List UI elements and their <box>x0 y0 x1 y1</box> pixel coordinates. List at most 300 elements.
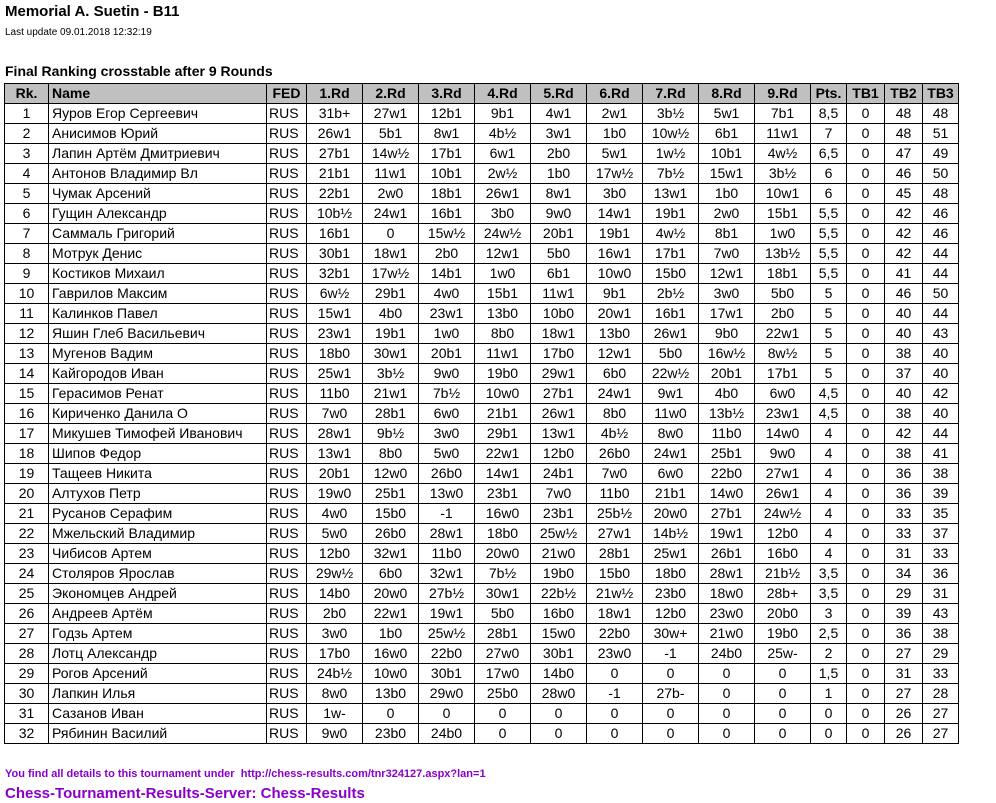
score-cell: 4 <box>811 544 847 564</box>
header-cell: 2.Rd <box>363 84 419 104</box>
round-result-cell: 29b1 <box>475 424 531 444</box>
round-result-cell: 0 <box>363 704 419 724</box>
round-result-cell: 17b1 <box>419 144 475 164</box>
round-result-cell: 11w1 <box>531 284 587 304</box>
round-result-cell: 8b0 <box>475 324 531 344</box>
score-cell: 0 <box>847 204 885 224</box>
rank-cell: 13 <box>5 344 49 364</box>
player-name-cell: Кайгородов Иван <box>49 364 267 384</box>
round-result-cell: 25w- <box>755 644 811 664</box>
round-result-cell: 23b1 <box>475 484 531 504</box>
score-cell: 44 <box>923 424 959 444</box>
round-result-cell: 0 <box>699 664 755 684</box>
header-cell: TB2 <box>885 84 923 104</box>
score-cell: 36 <box>885 464 923 484</box>
score-cell: 43 <box>923 604 959 624</box>
federation-cell: RUS <box>267 204 307 224</box>
round-result-cell: 23w1 <box>419 304 475 324</box>
score-cell: 43 <box>923 324 959 344</box>
round-result-cell: 21b1 <box>307 164 363 184</box>
table-row <box>5 104 959 124</box>
round-result-cell: 7b1 <box>755 104 811 124</box>
rank-cell: 11 <box>5 304 49 324</box>
round-result-cell: 30w+ <box>643 624 699 644</box>
federation-cell: RUS <box>267 564 307 584</box>
score-cell: 40 <box>923 404 959 424</box>
round-result-cell: 22b0 <box>699 464 755 484</box>
round-result-cell: 28b+ <box>755 584 811 604</box>
table-row <box>5 564 959 584</box>
rank-cell: 18 <box>5 444 49 464</box>
table-row <box>5 364 959 384</box>
federation-cell: RUS <box>267 304 307 324</box>
score-cell: 39 <box>923 484 959 504</box>
rank-cell: 22 <box>5 524 49 544</box>
score-cell: 44 <box>923 304 959 324</box>
table-row <box>5 524 959 544</box>
round-result-cell: 25b1 <box>699 444 755 464</box>
round-result-cell: 13b½ <box>699 404 755 424</box>
round-result-cell: 15b0 <box>363 504 419 524</box>
rank-cell: 26 <box>5 604 49 624</box>
federation-cell: RUS <box>267 604 307 624</box>
player-name-cell: Мжельский Владимир <box>49 524 267 544</box>
federation-cell: RUS <box>267 164 307 184</box>
round-result-cell: 2b0 <box>531 144 587 164</box>
player-name-cell: Годзь Артем <box>49 624 267 644</box>
round-result-cell: 28b1 <box>475 624 531 644</box>
round-result-cell: 0 <box>755 684 811 704</box>
score-cell: 5,5 <box>811 264 847 284</box>
round-result-cell: 24b1 <box>531 464 587 484</box>
round-result-cell: 20b0 <box>755 604 811 624</box>
round-result-cell: 20w0 <box>643 504 699 524</box>
round-result-cell: 0 <box>475 704 531 724</box>
federation-cell: RUS <box>267 344 307 364</box>
rank-cell: 6 <box>5 204 49 224</box>
round-result-cell: 5b0 <box>531 244 587 264</box>
score-cell: 5 <box>811 324 847 344</box>
score-cell: 26 <box>885 724 923 744</box>
round-result-cell: 10w0 <box>587 264 643 284</box>
header-cell: 7.Rd <box>643 84 699 104</box>
player-name-cell: Чибисов Артем <box>49 544 267 564</box>
score-cell: 0 <box>847 104 885 124</box>
round-result-cell: 9w0 <box>755 444 811 464</box>
table-row <box>5 144 959 164</box>
round-result-cell: 15b1 <box>475 284 531 304</box>
round-result-cell: 22w1 <box>755 324 811 344</box>
player-name-cell: Экономцев Андрей <box>49 584 267 604</box>
round-result-cell: 6b1 <box>699 124 755 144</box>
round-result-cell: 22w1 <box>363 604 419 624</box>
round-result-cell: 13w1 <box>531 424 587 444</box>
round-result-cell: 28b1 <box>587 544 643 564</box>
round-result-cell: 18b1 <box>755 264 811 284</box>
score-cell: 36 <box>885 484 923 504</box>
score-cell: 0 <box>847 144 885 164</box>
round-result-cell: 18w1 <box>531 324 587 344</box>
rank-cell: 17 <box>5 424 49 444</box>
round-result-cell: 3w0 <box>699 284 755 304</box>
score-cell: 0 <box>847 304 885 324</box>
score-cell: 37 <box>923 524 959 544</box>
score-cell: 42 <box>923 384 959 404</box>
table-row <box>5 244 959 264</box>
round-result-cell: 27b1 <box>699 504 755 524</box>
table-row <box>5 384 959 404</box>
round-result-cell: 16w½ <box>699 344 755 364</box>
round-result-cell: 1w0 <box>419 324 475 344</box>
federation-cell: RUS <box>267 504 307 524</box>
round-result-cell: 0 <box>755 724 811 744</box>
round-result-cell: 25w½ <box>419 624 475 644</box>
score-cell: 5 <box>811 284 847 304</box>
round-result-cell: 30w1 <box>475 584 531 604</box>
round-result-cell: 9w0 <box>531 204 587 224</box>
rank-cell: 12 <box>5 324 49 344</box>
round-result-cell: 17b0 <box>307 644 363 664</box>
round-result-cell: 25b0 <box>475 684 531 704</box>
score-cell: 38 <box>885 344 923 364</box>
score-cell: 5,5 <box>811 224 847 244</box>
round-result-cell: 1w0 <box>475 264 531 284</box>
score-cell: 0 <box>847 704 885 724</box>
round-result-cell: 7b½ <box>419 384 475 404</box>
score-cell: 0 <box>811 704 847 724</box>
score-cell: 8,5 <box>811 104 847 124</box>
round-result-cell: 15w1 <box>699 164 755 184</box>
brand-link[interactable]: Chess-Tournament-Results-Server: Chess-Results <box>5 785 365 802</box>
round-result-cell: 19w1 <box>699 524 755 544</box>
round-result-cell: 27b- <box>643 684 699 704</box>
round-result-cell: 0 <box>363 224 419 244</box>
round-result-cell: 2b0 <box>755 304 811 324</box>
round-result-cell: 18w1 <box>363 244 419 264</box>
rank-cell: 9 <box>5 264 49 284</box>
round-result-cell: 21b1 <box>643 484 699 504</box>
score-cell: 33 <box>923 544 959 564</box>
round-result-cell: 17b0 <box>531 344 587 364</box>
round-result-cell: 13b0 <box>363 684 419 704</box>
round-result-cell: 6b0 <box>587 364 643 384</box>
federation-cell: RUS <box>267 364 307 384</box>
round-result-cell: 3w1 <box>531 124 587 144</box>
score-cell: 5 <box>811 364 847 384</box>
rank-cell: 28 <box>5 644 49 664</box>
round-result-cell: 8b0 <box>587 404 643 424</box>
table-row <box>5 184 959 204</box>
score-cell: 0 <box>847 444 885 464</box>
table-row <box>5 544 959 564</box>
score-cell: 48 <box>885 124 923 144</box>
round-result-cell: 19w1 <box>419 604 475 624</box>
round-result-cell: 20w1 <box>587 304 643 324</box>
rank-cell: 19 <box>5 464 49 484</box>
score-cell: 31 <box>885 544 923 564</box>
round-result-cell: 27w1 <box>587 524 643 544</box>
round-result-cell: 5b0 <box>475 604 531 624</box>
round-result-cell: 14w1 <box>587 204 643 224</box>
round-result-cell: 26w1 <box>643 324 699 344</box>
score-cell: 0 <box>847 404 885 424</box>
round-result-cell: 25w½ <box>531 524 587 544</box>
round-result-cell: 16w0 <box>475 504 531 524</box>
score-cell: 28 <box>923 684 959 704</box>
federation-cell: RUS <box>267 384 307 404</box>
round-result-cell: 5w1 <box>699 104 755 124</box>
round-result-cell: 23w1 <box>307 324 363 344</box>
round-result-cell: 2w½ <box>475 164 531 184</box>
round-result-cell: 18b0 <box>643 564 699 584</box>
round-result-cell: 27b1 <box>531 384 587 404</box>
round-result-cell: 10w1 <box>755 184 811 204</box>
round-result-cell: 4w0 <box>419 284 475 304</box>
round-result-cell: 16b0 <box>755 544 811 564</box>
score-cell: 0 <box>847 224 885 244</box>
score-cell: 41 <box>885 264 923 284</box>
score-cell: 34 <box>885 564 923 584</box>
round-result-cell: 0 <box>643 724 699 744</box>
round-result-cell: 7w0 <box>307 404 363 424</box>
round-result-cell: 30b1 <box>419 664 475 684</box>
player-name-cell: Калинков Павел <box>49 304 267 324</box>
round-result-cell: 26b1 <box>699 544 755 564</box>
round-result-cell: 3b0 <box>475 204 531 224</box>
round-result-cell: 27w1 <box>755 464 811 484</box>
round-result-cell: 8w½ <box>755 344 811 364</box>
header-cell: 3.Rd <box>419 84 475 104</box>
player-name-cell: Антонов Владимир Вл <box>49 164 267 184</box>
federation-cell: RUS <box>267 124 307 144</box>
score-cell: 33 <box>923 664 959 684</box>
round-result-cell: 22b0 <box>419 644 475 664</box>
player-name-cell: Костиков Михаил <box>49 264 267 284</box>
round-result-cell: 20w0 <box>475 544 531 564</box>
round-result-cell: 17w½ <box>363 264 419 284</box>
player-name-cell: Гаврилов Максим <box>49 284 267 304</box>
round-result-cell: 12b0 <box>307 544 363 564</box>
table-row <box>5 664 959 684</box>
player-name-cell: Герасимов Ренат <box>49 384 267 404</box>
rank-cell: 27 <box>5 624 49 644</box>
score-cell: 0 <box>847 484 885 504</box>
round-result-cell: 27w1 <box>363 104 419 124</box>
round-result-cell: 14b½ <box>643 524 699 544</box>
round-result-cell: 26w1 <box>475 184 531 204</box>
round-result-cell: 20w0 <box>363 584 419 604</box>
round-result-cell: 0 <box>699 704 755 724</box>
score-cell: 36 <box>885 624 923 644</box>
header-cell: Pts. <box>811 84 847 104</box>
score-cell: 0 <box>847 324 885 344</box>
round-result-cell: 4b½ <box>587 424 643 444</box>
rank-cell: 25 <box>5 584 49 604</box>
tournament-link[interactable]: http://chess-results.com/tnr324127.aspx?lan=1 <box>240 768 486 780</box>
footer-text: You find all details to this tournament under <box>5 768 235 780</box>
score-cell: 4 <box>811 424 847 444</box>
table-row <box>5 164 959 184</box>
round-result-cell: 19b1 <box>587 224 643 244</box>
round-result-cell: 16w1 <box>587 244 643 264</box>
round-result-cell: 19w0 <box>307 484 363 504</box>
score-cell: 44 <box>923 264 959 284</box>
round-result-cell: 4w1 <box>531 104 587 124</box>
round-result-cell: 26b0 <box>587 444 643 464</box>
score-cell: 0 <box>847 184 885 204</box>
federation-cell: RUS <box>267 224 307 244</box>
round-result-cell: 0 <box>643 664 699 684</box>
round-result-cell: 6w0 <box>419 404 475 424</box>
round-result-cell: 9w1 <box>643 384 699 404</box>
rank-cell: 4 <box>5 164 49 184</box>
round-result-cell: 9w0 <box>419 364 475 384</box>
round-result-cell: 17w1 <box>699 304 755 324</box>
score-cell: 4,5 <box>811 404 847 424</box>
round-result-cell: 30b1 <box>307 244 363 264</box>
score-cell: 5,5 <box>811 244 847 264</box>
score-cell: 0 <box>847 164 885 184</box>
round-result-cell: 0 <box>531 724 587 744</box>
round-result-cell: 29w1 <box>531 364 587 384</box>
player-name-cell: Рябинин Василий <box>49 724 267 744</box>
round-result-cell: 24w½ <box>475 224 531 244</box>
round-result-cell: 2b½ <box>643 284 699 304</box>
federation-cell: RUS <box>267 524 307 544</box>
round-result-cell: 13w0 <box>419 484 475 504</box>
round-result-cell: 4w½ <box>643 224 699 244</box>
tournament-title: Memorial A. Suetin - B11 <box>5 3 180 20</box>
player-name-cell: Сазанов Иван <box>49 704 267 724</box>
table-body <box>5 104 959 744</box>
score-cell: 3 <box>811 604 847 624</box>
round-result-cell: 7w0 <box>587 464 643 484</box>
score-cell: 5 <box>811 344 847 364</box>
round-result-cell: 20b1 <box>699 364 755 384</box>
round-result-cell: 26b0 <box>419 464 475 484</box>
score-cell: 2,5 <box>811 624 847 644</box>
round-result-cell: 24w1 <box>587 384 643 404</box>
table-row <box>5 284 959 304</box>
round-result-cell: 26w1 <box>755 484 811 504</box>
player-name-cell: Чумак Арсений <box>49 184 267 204</box>
round-result-cell: 4b½ <box>475 124 531 144</box>
round-result-cell: 12b0 <box>755 524 811 544</box>
round-result-cell: 0 <box>699 684 755 704</box>
round-result-cell: 23w0 <box>587 644 643 664</box>
round-result-cell: 27w0 <box>475 644 531 664</box>
round-result-cell: 10w½ <box>643 124 699 144</box>
score-cell: 0 <box>847 364 885 384</box>
round-result-cell: 14b1 <box>419 264 475 284</box>
score-cell: 38 <box>885 404 923 424</box>
player-name-cell: Кириченко Данила О <box>49 404 267 424</box>
round-result-cell: 7b½ <box>643 164 699 184</box>
round-result-cell: 22b1 <box>307 184 363 204</box>
round-result-cell: -1 <box>419 504 475 524</box>
round-result-cell: 0 <box>755 704 811 724</box>
round-result-cell: 28w1 <box>699 564 755 584</box>
round-result-cell: 12w1 <box>699 264 755 284</box>
round-result-cell: 24b½ <box>307 664 363 684</box>
score-cell: 0 <box>847 624 885 644</box>
round-result-cell: 12w0 <box>363 464 419 484</box>
round-result-cell: 13b0 <box>475 304 531 324</box>
rank-cell: 1 <box>5 104 49 124</box>
score-cell: 40 <box>923 364 959 384</box>
round-result-cell: 19b0 <box>475 364 531 384</box>
federation-cell: RUS <box>267 684 307 704</box>
round-result-cell: 20b1 <box>419 344 475 364</box>
round-result-cell: 2w0 <box>363 184 419 204</box>
round-result-cell: 11b0 <box>699 424 755 444</box>
round-result-cell: 8b0 <box>363 444 419 464</box>
round-result-cell: 9b½ <box>363 424 419 444</box>
round-result-cell: 1w½ <box>643 144 699 164</box>
score-cell: 29 <box>885 584 923 604</box>
header-cell: 8.Rd <box>699 84 755 104</box>
table-row <box>5 344 959 364</box>
table-row <box>5 584 959 604</box>
score-cell: 2 <box>811 644 847 664</box>
round-result-cell: 29w0 <box>419 684 475 704</box>
round-result-cell: 10w0 <box>475 384 531 404</box>
round-result-cell: 3b½ <box>755 164 811 184</box>
round-result-cell: 16b1 <box>307 224 363 244</box>
rank-cell: 14 <box>5 364 49 384</box>
table-row <box>5 624 959 644</box>
player-name-cell: Мугенов Вадим <box>49 344 267 364</box>
score-cell: 29 <box>923 644 959 664</box>
rank-cell: 10 <box>5 284 49 304</box>
score-cell: 46 <box>923 204 959 224</box>
table-row <box>5 464 959 484</box>
round-result-cell: 5w0 <box>419 444 475 464</box>
score-cell: 6,5 <box>811 144 847 164</box>
round-result-cell: 5b1 <box>363 124 419 144</box>
rank-cell: 7 <box>5 224 49 244</box>
header-cell: TB3 <box>923 84 959 104</box>
round-result-cell: 0 <box>587 724 643 744</box>
round-result-cell: 9b0 <box>699 324 755 344</box>
score-cell: 47 <box>885 144 923 164</box>
score-cell: 38 <box>885 444 923 464</box>
round-result-cell: 9b1 <box>475 104 531 124</box>
score-cell: 36 <box>923 564 959 584</box>
score-cell: 41 <box>923 444 959 464</box>
round-result-cell: 11w0 <box>643 404 699 424</box>
player-name-cell: Лотц Александр <box>49 644 267 664</box>
rank-cell: 29 <box>5 664 49 684</box>
round-result-cell: 12b0 <box>531 444 587 464</box>
round-result-cell: 27b½ <box>419 584 475 604</box>
round-result-cell: 8w1 <box>419 124 475 144</box>
federation-cell: RUS <box>267 664 307 684</box>
score-cell: 40 <box>885 304 923 324</box>
round-result-cell: 8w0 <box>307 684 363 704</box>
round-result-cell: 1b0 <box>699 184 755 204</box>
round-result-cell: 17w½ <box>587 164 643 184</box>
federation-cell: RUS <box>267 484 307 504</box>
round-result-cell: 1b0 <box>363 624 419 644</box>
rank-cell: 2 <box>5 124 49 144</box>
round-result-cell: 4w½ <box>755 144 811 164</box>
table-row <box>5 704 959 724</box>
table-row <box>5 304 959 324</box>
score-cell: 50 <box>923 284 959 304</box>
score-cell: 35 <box>923 504 959 524</box>
round-result-cell: 11b0 <box>587 484 643 504</box>
